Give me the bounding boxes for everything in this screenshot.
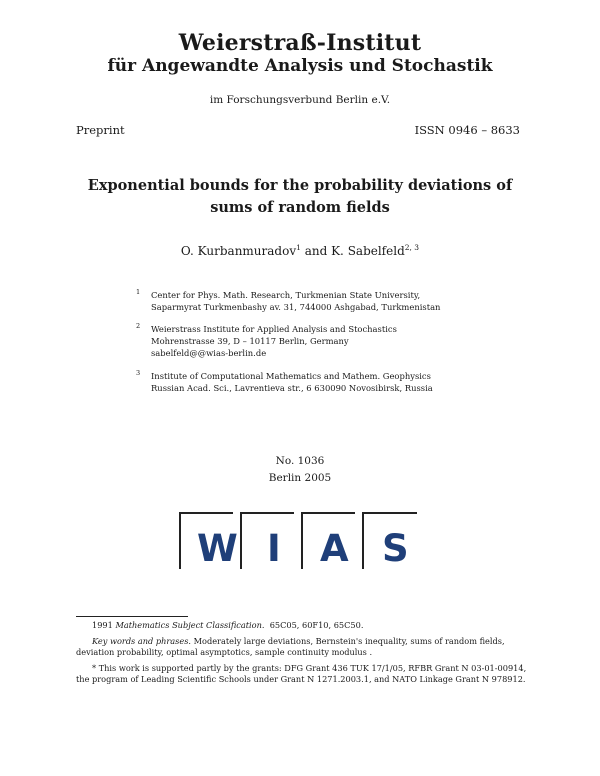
logo-letter-a: A — [320, 527, 349, 570]
research-association: im Forschungsverbund Berlin e.V. — [209, 94, 391, 106]
preprint-label: Preprint — [76, 123, 125, 137]
affiliation-line: Institute of Computational Mathematics and Mathem. Geophysics — [151, 371, 431, 381]
msc-year: 1991 — [92, 620, 116, 630]
institute-subtitle: für Angewandte Analysis und Stochastik — [107, 56, 493, 76]
logo-frame-bar — [179, 512, 233, 514]
keywords-label: Key words and phrases. — [92, 636, 192, 646]
report-place-year: Berlin 2005 — [268, 472, 332, 484]
affiliation-number: 1 — [136, 288, 141, 296]
logo-frame-bar — [240, 512, 294, 514]
author-1: O. Kurbanmuradov — [180, 244, 297, 258]
footnote-msc — [92, 620, 544, 631]
logo-frame-bar — [301, 512, 355, 514]
affiliation-line: Mohrenstrasse 39, D – 10117 Berlin, Germany — [151, 336, 349, 346]
issn-number: ISSN 0946 – 8633 — [414, 123, 520, 137]
author-2-affil: 2, 3 — [404, 243, 420, 252]
paper-title-line-2: sums of random fields — [210, 199, 390, 216]
logo-frame-bar — [362, 512, 364, 569]
affiliation-line: Saparmyrat Turkmenbashy av. 31, 744000 Ashgabad, Turkmenistan — [151, 302, 441, 312]
institute-name: Weierstraß-Institut — [178, 30, 422, 56]
affiliation-number: 3 — [136, 369, 141, 377]
wias-logo — [179, 512, 417, 568]
logo-frame-bar — [179, 512, 181, 569]
logo-letter-s: S — [382, 527, 409, 570]
logo-frame-bar — [362, 512, 417, 514]
authors — [0, 243, 600, 258]
paper-title — [0, 175, 600, 219]
logo-frame-bar — [240, 512, 242, 569]
msc-codes: 65C05, 60F10, 65C50. — [264, 620, 364, 630]
logo-frame-bar — [301, 512, 303, 569]
footnote-keywords — [76, 636, 528, 658]
affiliation-line: Center for Phys. Math. Research, Turkmenian State University, — [151, 290, 421, 300]
msc-label: Mathematics Subject Classification. — [115, 620, 265, 630]
keywords-text: Moderately large deviations, Bernstein's inequality, sums of random fields, deviation probability, optimal asymptotics, sample continuity modulus . — [76, 636, 505, 657]
footnote-support: * This work is supported partly by the grants: DFG Grant 436 TUK 17/1/05, RFBR Grant N 03-01-00914, the program of Leading Scientific Schools under Grant N 1271.2003.1, and NATO Linkage Grant N 978912. — [76, 663, 527, 684]
affiliation-number: 2 — [136, 322, 141, 330]
logo-letter-w: W — [197, 527, 238, 570]
paper-title-line-1: Exponential bounds for the probability deviations of — [87, 177, 513, 194]
author-2: K. Sabelfeld — [331, 244, 405, 258]
affiliation-line: Russian Acad. Sci., Lavrentieva str., 6 630090 Novosibirsk, Russia — [151, 383, 433, 393]
report-number: No. 1036 — [275, 455, 325, 467]
author-and: and — [300, 244, 332, 258]
footnote-rule — [76, 616, 188, 617]
logo-letter-i: I — [267, 527, 281, 570]
author-1-affil: 1 — [296, 243, 301, 252]
affiliation-email[interactable]: sabelfeld@@wias-berlin.de — [151, 348, 267, 358]
affiliation-line: Weierstrass Institute for Applied Analysis and Stochastics — [151, 324, 397, 334]
